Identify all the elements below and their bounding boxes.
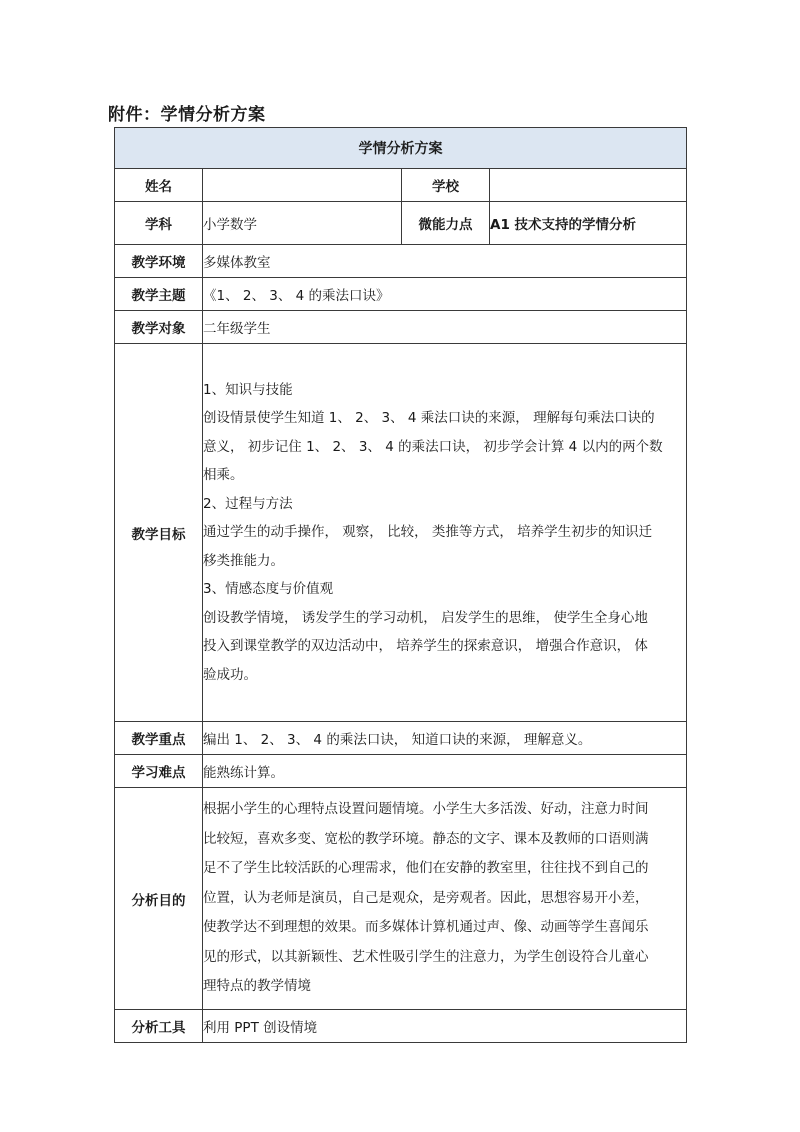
topic-row — [115, 278, 687, 311]
document-heading: 附件：学情分析方案 — [108, 105, 266, 125]
subject-label: 学科 — [115, 202, 203, 245]
name-label: 姓名 — [115, 169, 203, 202]
audience-value: 二年级学生 — [203, 311, 687, 344]
analysis-line: 使教学达不到理想的效果。而多媒体计算机通过声、像、动画等学生喜闻乐 — [203, 919, 649, 936]
analysis-line: 根据小学生的心理特点设置问题情境。小学生大多活泼、好动，注意力时间 — [203, 801, 649, 818]
goals-content — [203, 344, 687, 722]
tools-row — [115, 1010, 687, 1043]
focus-row — [115, 722, 687, 755]
topic-label: 教学主题 — [115, 278, 203, 311]
goals-line: 移类推能力。 — [203, 552, 284, 569]
goals-line: 1、知识与技能 — [203, 381, 293, 398]
analysis-label: 分析目的 — [115, 788, 203, 1010]
goals-line: 创设情景使学生知道 1、 2、 3、 4 乘法口诀的来源， 理解每句乘法口诀的 — [203, 410, 655, 427]
difficulty-row — [115, 755, 687, 788]
goals-line: 通过学生的动手操作， 观察， 比较， 类推等方式， 培养学生初步的知识迁 — [203, 524, 653, 541]
school-label: 学校 — [402, 169, 490, 202]
goals-line: 投入到课堂教学的双边活动中， 培养学生的探索意识， 增强合作意识， 体 — [203, 638, 648, 655]
audience-row — [115, 311, 687, 344]
goals-line: 意义， 初步记住 1、 2、 3、 4 的乘法口诀， 初步学会计算 4 以内的两个数 — [203, 438, 663, 455]
analysis-row — [115, 788, 687, 1010]
analysis-line: 理特点的教学情境 — [203, 978, 311, 995]
analysis-line: 比较短，喜欢多变、宽松的教学环境。静态的文字、课本及教师的口语则满 — [203, 830, 649, 847]
table-title: 学情分析方案 — [115, 128, 687, 169]
analysis-line: 见的形式，以其新颖性、艺术性吸引学生的注意力，为学生创设符合儿童心 — [203, 948, 649, 965]
topic-value: 《1、 2、 3、 4 的乘法口诀》 — [203, 278, 687, 311]
analysis-line: 位置，认为老师是演员，自己是观众，是旁观者。因此，思想容易开小差， — [203, 889, 649, 906]
analysis-line: 足不了学生比较活跃的心理需求，他们在安静的教室里，往往找不到自己的 — [203, 860, 649, 877]
goals-label: 教学目标 — [115, 344, 203, 722]
name-field[interactable] — [203, 169, 402, 202]
tools-label: 分析工具 — [115, 1010, 203, 1043]
focus-value: 编出 1、 2、 3、 4 的乘法口诀， 知道口诀的来源， 理解意义。 — [203, 722, 687, 755]
subject-row — [115, 202, 687, 245]
goals-line: 创设教学情境， 诱发学生的学习动机， 启发学生的思维， 使学生全身心地 — [203, 609, 648, 626]
skill-value: A1 技术支持的学情分析 — [490, 202, 687, 245]
skill-label: 微能力点 — [402, 202, 490, 245]
difficulty-value: 能熟练计算。 — [203, 755, 687, 788]
environment-value: 多媒体教室 — [203, 245, 687, 278]
subject-value: 小学数学 — [203, 202, 402, 245]
name-row — [115, 169, 687, 202]
focus-label: 教学重点 — [115, 722, 203, 755]
title-row — [115, 128, 687, 169]
goals-row — [115, 344, 687, 722]
goals-line: 相乘。 — [203, 467, 244, 484]
goals-line: 验成功。 — [203, 666, 257, 683]
goals-line: 2、过程与方法 — [203, 495, 293, 512]
audience-label: 教学对象 — [115, 311, 203, 344]
plan-table — [114, 127, 687, 1043]
difficulty-label: 学习难点 — [115, 755, 203, 788]
analysis-content — [203, 788, 687, 1010]
tools-value: 利用 PPT 创设情境 — [203, 1010, 687, 1043]
goals-line: 3、情感态度与价值观 — [203, 581, 334, 598]
environment-label: 教学环境 — [115, 245, 203, 278]
school-field[interactable] — [490, 169, 687, 202]
environment-row — [115, 245, 687, 278]
